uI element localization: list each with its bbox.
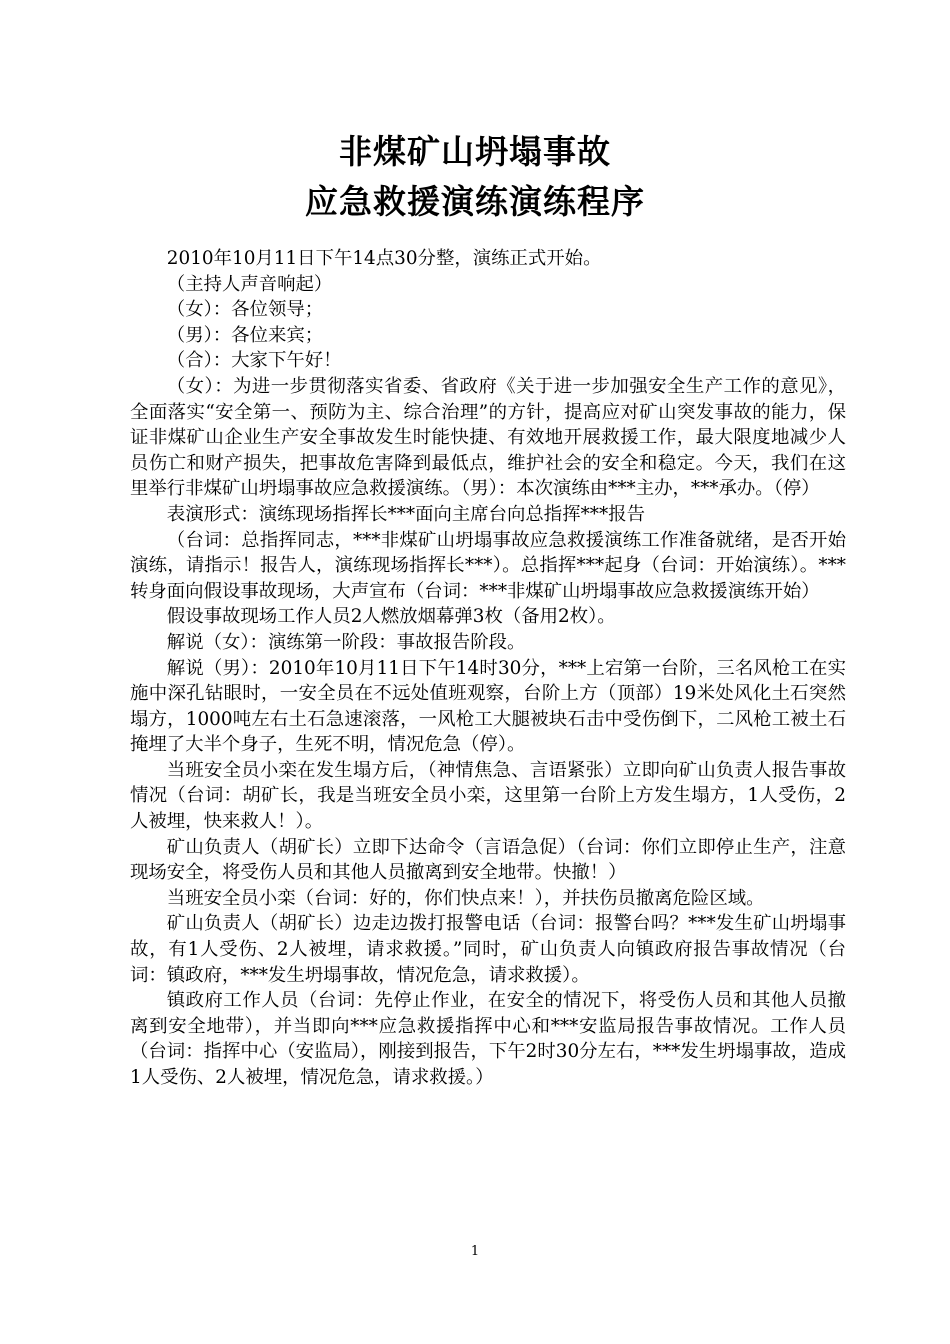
paragraph: 当班安全员小栾在发生塌方后，（神情焦急、言语紧张）立即向矿山负责人报告事故情况（台词：胡矿长，我是当班安全员小栾，这里第一台阶上方发生塌方，1人受伤，2人被埋，快来救人！）。 (130, 759, 846, 833)
paragraph: 解说（女）：演练第一阶段：事故报告阶段。 (166, 631, 526, 653)
paragraph: 矿山负责人（胡矿长）立即下达命令（言语急促）（台词：你们立即停止生产，注意现场安全，将受伤人员和其他人员撤离到安全地带。快撤！） (130, 836, 846, 884)
paragraph: 假设事故现场工作人员2人燃放烟幕弹3枚（备用2枚）。 (166, 606, 616, 628)
paragraph: （合）：大家下午好！ (166, 350, 342, 372)
paragraph: （女）：为进一步贯彻落实省委、省政府《关于进一步加强安全生产工作的意见》，全面落实“安全第一、预防为主、综合治理”的方针，提高应对矿山突发事故的能力，保证非煤矿山企业生产安全事故发生时能快捷、有效地开展救援工作，最大限度地减少人员伤亡和财产损失，把事故危害降到最低点，维护社会的安全和稳定。今天，我们在这里举行非煤矿山坍塌事故应急救援演练。（男）：本次演练由***主办，***承办。（停） (130, 375, 846, 500)
document-body (130, 246, 846, 1091)
paragraph: 当班安全员小栾（台词：好的，你们快点来！），并扶伤员撤离危险区域。 (166, 887, 765, 909)
title-block (110, 127, 840, 227)
paragraph: 2010年10月11日下午14点30分整，演练正式开始。 (166, 248, 602, 269)
page-number: 1 (470, 1244, 480, 1259)
paragraph: （主持人声音响起） (166, 273, 333, 295)
paragraph: 矿山负责人（胡矿长）边走边拨打报警电话（台词：报警台吗？***发生矿山坍塌事故，有1人受伤、2人被埋，请求救援。”同时，矿山负责人向镇政府报告事故情况（台词：镇政府，***发生坍塌事故，情况危急，请求救援）。 (130, 913, 846, 986)
paragraph: 表演形式：演练现场指挥长***面向主席台向总指挥***报告 (166, 503, 645, 525)
paragraph: 解说（男）：2010年10月11日下午14时30分，***上宕第一台阶，三名风枪工在实施中深孔钻眼时，一安全员在不远处值班观察，台阶上方（顶部）19米处风化土石突然塌方，1000吨左右土石急速滚落，一风枪工大腿被块石击中受伤倒下，二风枪工被土石掩埋了大半个身子，生死不明，情况危急（停）。 (130, 657, 846, 756)
paragraph: （女）：各位领导； (166, 299, 324, 321)
title-line-1: 非煤矿山坍塌事故 (339, 132, 611, 171)
paragraph: 镇政府工作人员（台词：先停止作业，在安全的情况下，将受伤人员和其他人员撤离到安全地带），并当即向***应急救援指挥中心和***安监局报告事故情况。工作人员（台词：指挥中心（安监局），刚接到报告，下午2时30分左右，***发生坍塌事故，造成1人受伤、2人被埋，情况危急，请求救援。） (130, 990, 846, 1088)
title-line-2: 应急救援演练演练程序 (305, 182, 645, 221)
paragraph: （男）：各位来宾； (166, 324, 324, 346)
paragraph: （台词：总指挥同志，***非煤矿山坍塌事故应急救援演练工作准备就绪，是否开始演练，请指示！报告人，演练现场指挥长***）。总指挥***起身（台词：开始演练）。***转身面向假设事故现场，大声宣布（台词：***非煤矿山坍塌事故应急救援演练开始） (130, 529, 846, 602)
